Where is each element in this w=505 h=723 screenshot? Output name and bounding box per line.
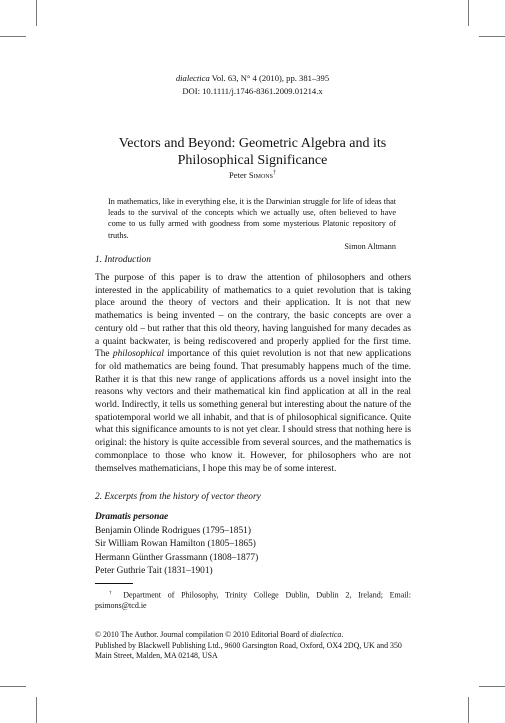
dramatis-title: Dramatis personae	[95, 512, 169, 522]
paper-title	[0, 136, 505, 169]
intro-emphasis: philosophical	[112, 349, 164, 360]
epigraph-attribution: Simon Altmann	[344, 241, 396, 251]
crop-mark	[479, 36, 505, 37]
crop-mark	[479, 686, 505, 687]
author-footnote-mark: †	[272, 170, 276, 177]
volume-info: Vol. 63, N° 4 (2010), pp. 381–395	[211, 73, 330, 83]
introduction-paragraph	[95, 272, 411, 475]
footnote-rule	[95, 583, 133, 584]
dramatis-personae	[95, 511, 258, 579]
title-line-1: Vectors and Beyond: Geometric Algebra and its	[118, 136, 387, 151]
footnote-mark: †	[109, 590, 117, 596]
author-first-name: Peter	[229, 170, 247, 180]
crop-mark	[0, 686, 26, 687]
doi: DOI: 10.1111/j.1746-8361.2009.01214.x	[182, 85, 323, 96]
person-item: Hermann Günther Grassmann (1808–1877)	[95, 552, 259, 563]
footnote	[95, 588, 411, 612]
intro-text-part-1: The purpose of this paper is to draw the attention of philosophers and others interested in the applicability of mathematics to a quiet revolution that is taking place around the theory of vectors and their application. It is not that new mathematics is being invented – on the contrary, the basic concepts are over a century old – but rather that this old theory, having languished for many decades as a quaint backwater, is being rediscovered and properly applied for the first time. The	[95, 273, 411, 360]
crop-mark	[0, 36, 26, 37]
copyright-text: © 2010 The Author. Journal compilation © 2010 Editorial Board of	[95, 630, 311, 639]
journal-name: dialectica	[175, 73, 210, 83]
copyright-notice	[95, 630, 415, 662]
crop-mark	[36, 697, 37, 723]
crop-mark	[468, 697, 469, 723]
epigraph-text: In mathematics, like in everything else, it is the Darwinian struggle for life of ideas that leads to the survival of the concepts which we actually use, often believed to have come to us fully armed with goodness from some mysterious Platonic repository of truths.	[108, 197, 396, 240]
person-item: Sir William Rowan Hamilton (1805–1865)	[95, 539, 256, 549]
intro-text-part-2: importance of this quiet revolution is not that new applications for old mathematics are being found. That presumably happens much of the time. Rather it is that this new range of applications affords us a novel insight into the reasons why vectors and their mathematical kin find application at all in the real world. Indirectly, it tells us something general but interesting about the nature of the spatiotemporal world we all inhabit, and that is of philosophical significance. Quite what this significance amounts to is not yet clear. I should stress that nothing here is original: the history is quite accessible from several sources, and the mathematics is commonplace to those who know it. However, for philosophers who are not themselves mathematicians, I hope this may be of some interest.	[95, 349, 412, 474]
section-heading-history: 2. Excerpts from the history of vector theory	[95, 492, 261, 502]
person-item: Peter Guthrie Tait (1831–1901)	[95, 566, 213, 576]
author-last-name: Simons	[248, 170, 273, 180]
publisher-info: Published by Blackwell Publishing Ltd., 9600 Garsington Road, Oxford, OX4 2DQ, UK and 350 Main Street, Malden, MA 02148, USA	[95, 640, 402, 661]
crop-mark	[468, 0, 469, 26]
author	[0, 170, 505, 180]
copyright-journal: dialectica	[310, 630, 342, 639]
crop-mark	[36, 0, 37, 26]
title-line-2: Philosophical Significance	[177, 152, 328, 168]
footnote-text: Department of Philosophy, Trinity College Dublin, Dublin 2, Ireland; Email: psimons@tcd.ie	[95, 590, 411, 611]
section-heading-introduction: 1. Introduction	[95, 255, 151, 265]
person-item: Benjamin Olinde Rodrigues (1795–1851)	[95, 525, 251, 536]
epigraph	[108, 196, 396, 252]
journal-header	[0, 72, 505, 97]
copyright-suffix: .	[341, 630, 344, 639]
